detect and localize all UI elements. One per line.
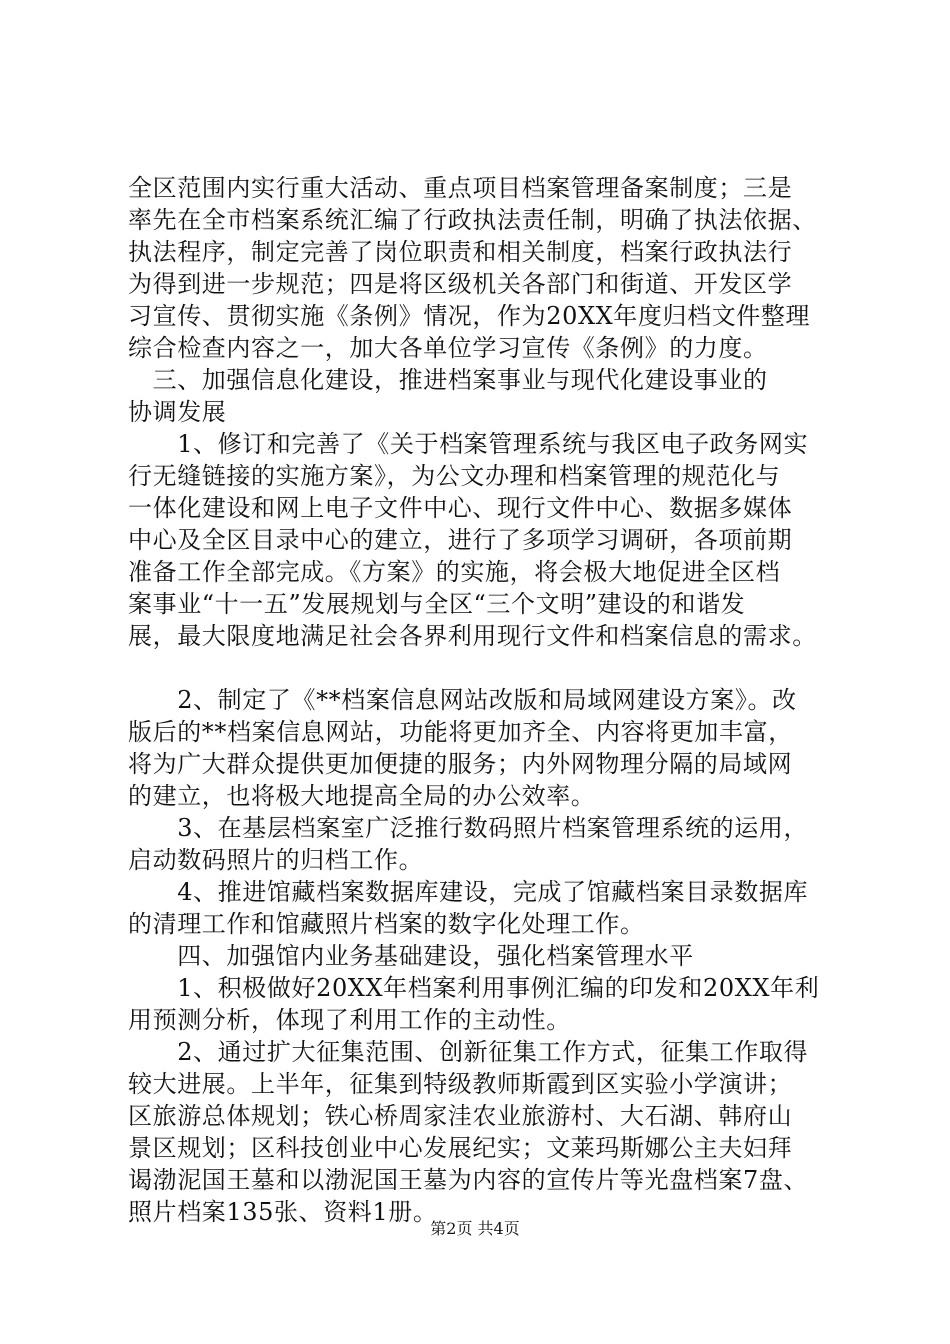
text-line: 区旅游总体规划；铁心桥周家洼农业旅游村、大石湖、韩府山 [128,1102,793,1130]
text-line: 用预测分析，体现了利用工作的主动性。 [128,1006,571,1034]
section-heading-continued: 协调发展 [128,398,227,426]
text-line: 1、积极做好20XX年档案利用事例汇编的印发和20XX年利 [128,974,820,1002]
text-line: 习宣传、贯彻实施《条例》情况，作为20XX年度归档文件整理 [128,302,811,330]
text-line: 谒渤泥国王墓和以渤泥国王墓为内容的宣传片等光盘档案7盘、 [128,1166,809,1194]
text-line: 启动数码照片的归档工作。 [128,846,424,874]
text-line: 执法程序，制定完善了岗位职责和相关制度，档案行政执法行 [128,238,793,266]
text-line: 的建立，也将极大地提高全局的办公效率。 [128,782,596,810]
text-line: 景区规划；区科技创业中心发展纪实；文莱玛斯娜公主夫妇拜 [128,1134,793,1162]
text-line: 2、通过扩大征集范围、创新征集工作方式，征集工作取得 [128,1038,809,1066]
text-line: 照片档案135张、资料1册。 [128,1198,438,1226]
text-line: 一体化建设和网上电子文件中心、现行文件中心、数据多媒体 [128,494,793,522]
paragraph-gap [128,652,840,684]
body-text [128,172,840,1228]
text-line: 行无缝链接的实施方案》，为公文办理和档案管理的规范化与 [128,462,781,490]
text-line: 版后的**档案信息网站，功能将更加齐全、内容将更加丰富， [128,718,793,746]
section-heading: 四、加强馆内业务基础建设，强化档案管理水平 [128,942,694,970]
text-line: 率先在全市档案系统汇编了行政执法责任制，明确了执法依据、 [128,206,817,234]
text-line: 全区范围内实行重大活动、重点项目档案管理备案制度；三是 [128,174,793,202]
page-number-footer: 第2页 共4页 [430,1219,520,1238]
text-line: 准备工作全部完成。《方案》的实施，将会极大地促进全区档 [128,558,781,586]
text-line: 为得到进一步规范；四是将区级机关各部门和街道、开发区学 [128,270,793,298]
text-line: 的清理工作和馆藏照片档案的数字化处理工作。 [128,910,645,938]
text-line: 2、制定了《**档案信息网站改版和局域网建设方案》。改 [128,686,797,714]
text-line: 1、修订和完善了《关于档案管理系统与我区电子政务网实 [128,430,809,458]
section-heading: 三、加强信息化建设，推进档案事业与现代化建设事业的 [128,366,768,394]
text-line: 将为广大群众提供更加便捷的服务；内外网物理分隔的局域网 [128,750,793,778]
text-line: 展，最大限度地满足社会各界利用现行文件和档案信息的需求。 [128,622,817,650]
text-line: 较大进展。上半年，征集到特级教师斯霞到区实验小学演讲； [128,1070,793,1098]
text-line: 综合检查内容之一，加大各单位学习宣传《条例》的力度。 [128,334,768,362]
text-line: 案事业“十一五”发展规划与全区“三个文明”建设的和谐发 [128,590,746,618]
text-line: 3、在基层档案室广泛推行数码照片档案管理系统的运用， [128,814,809,842]
text-line: 中心及全区目录中心的建立，进行了多项学习调研，各项前期 [128,526,793,554]
text-line: 4、推进馆藏档案数据库建设，完成了馆藏档案目录数据库 [128,878,809,906]
